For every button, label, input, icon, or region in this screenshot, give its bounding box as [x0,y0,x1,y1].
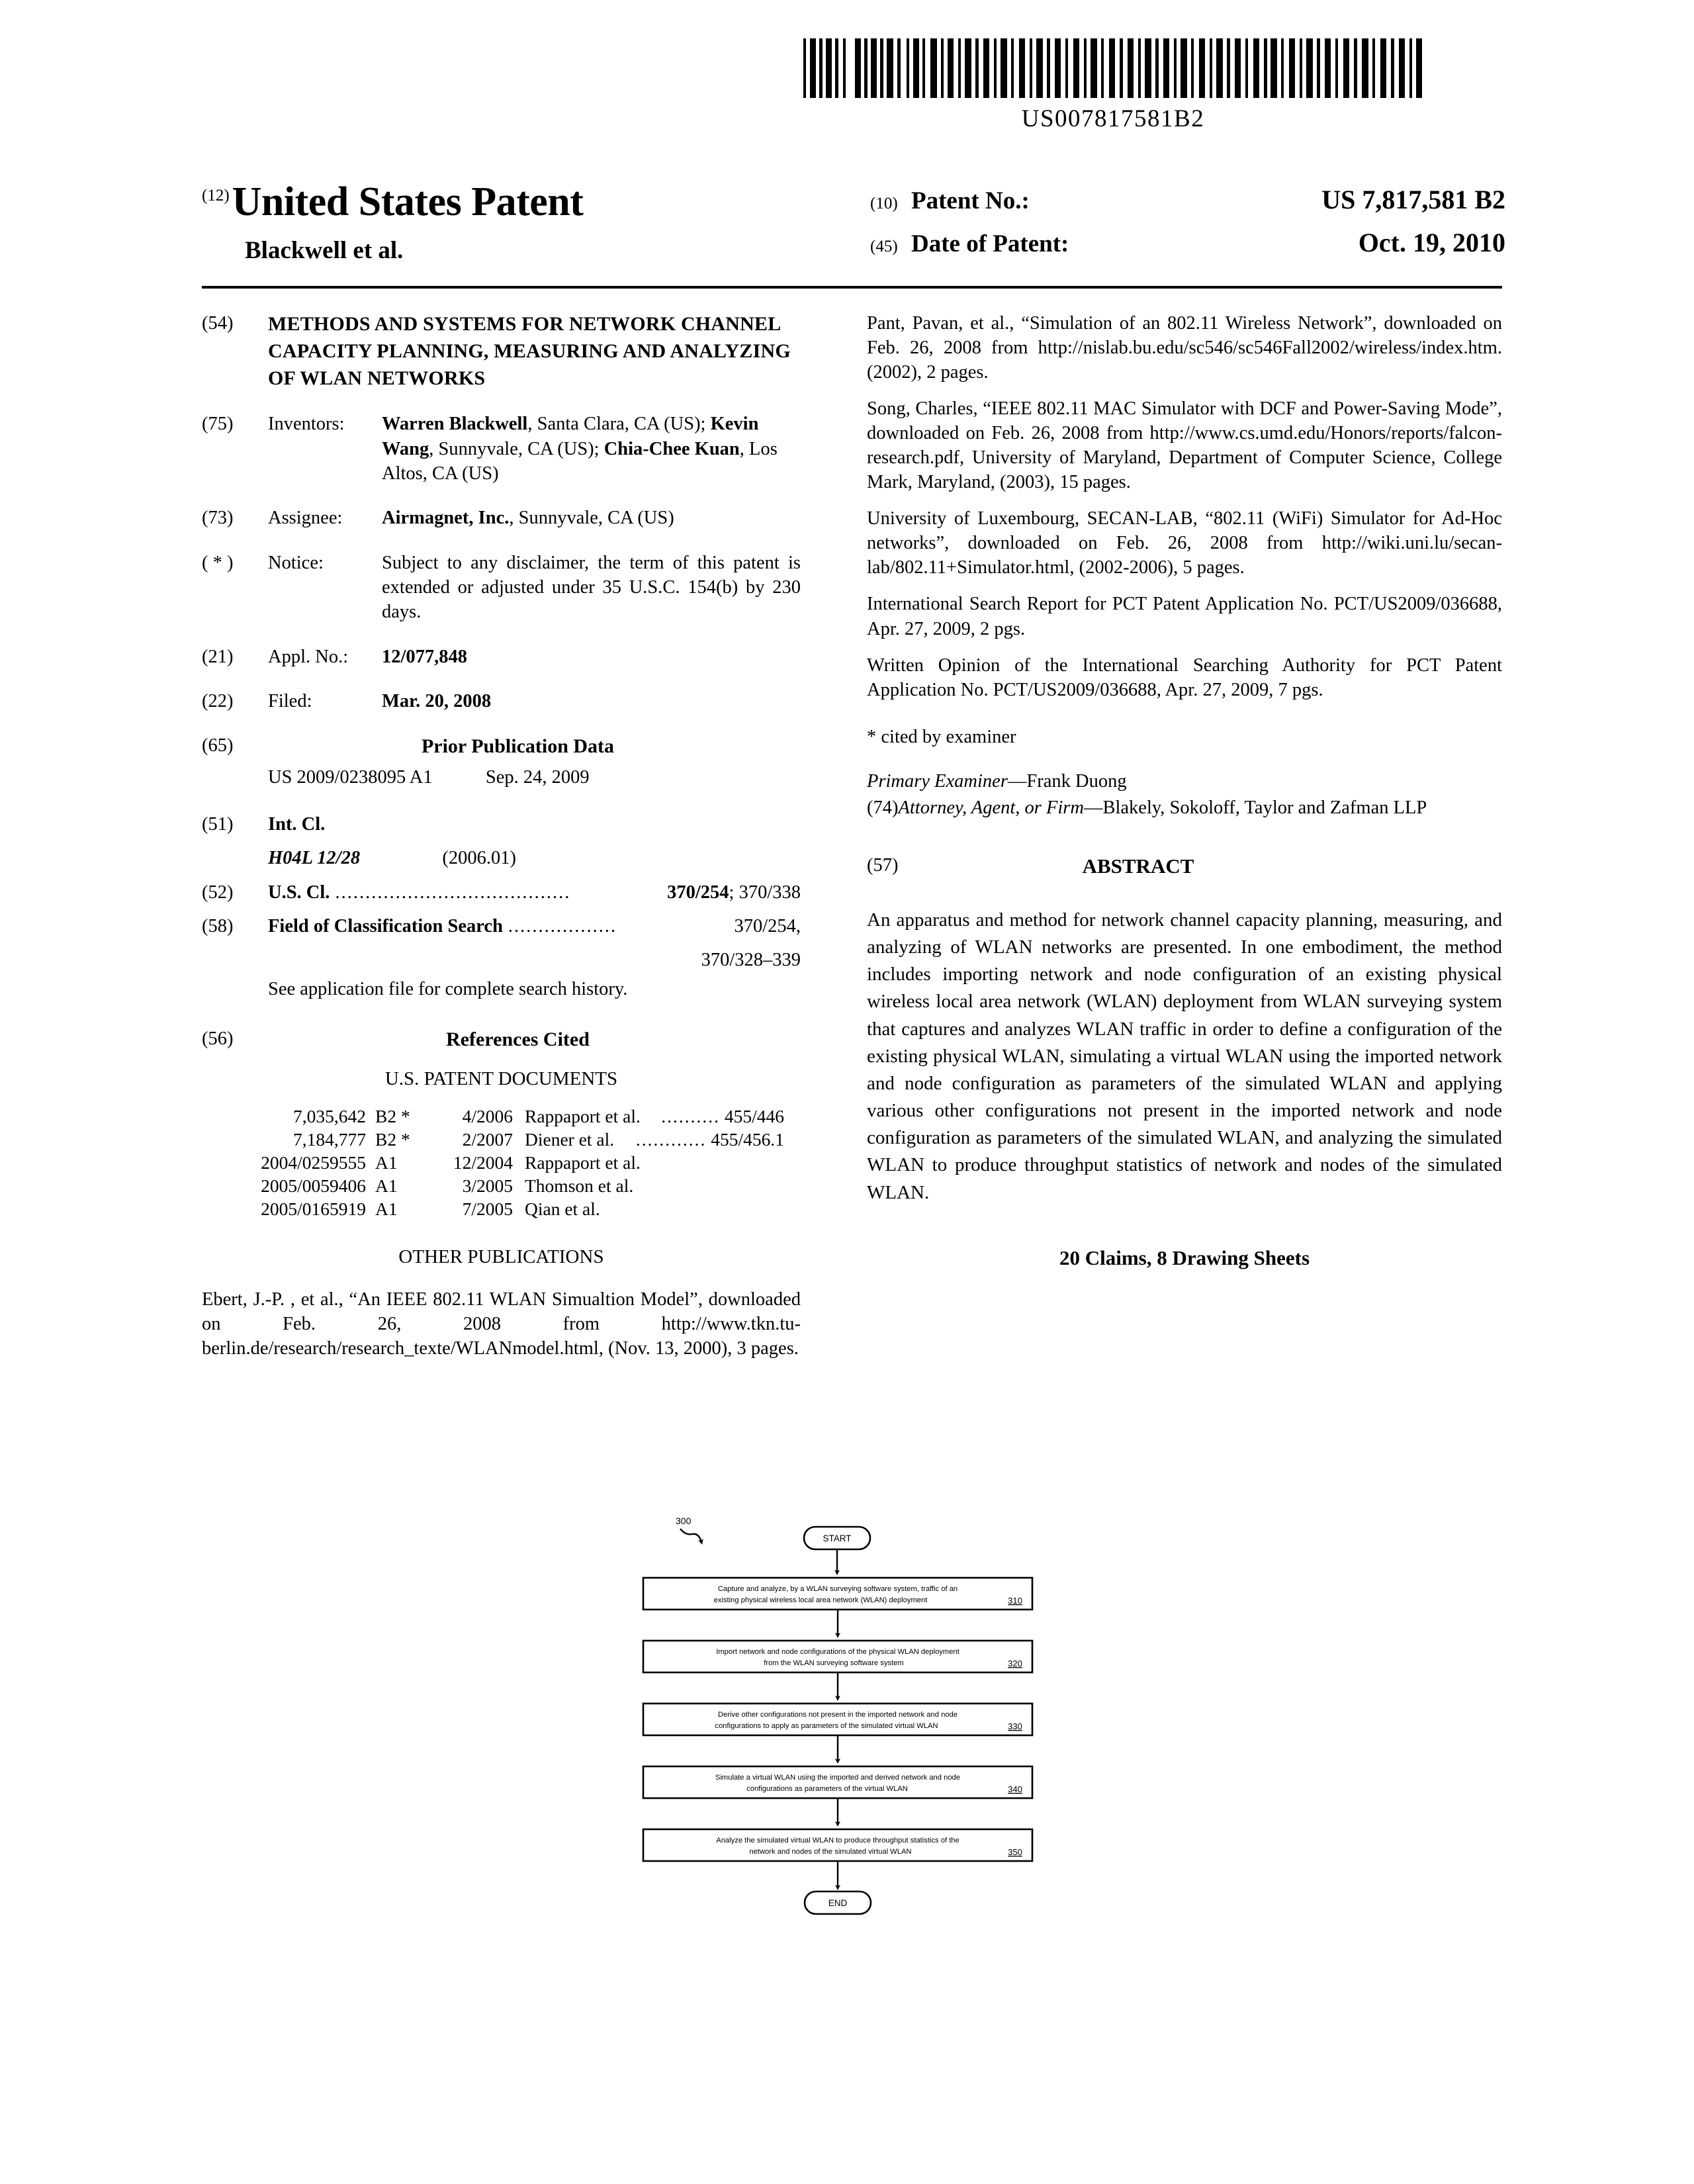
assignee-value: Airmagnet, Inc., Sunnyvale, CA (US) [382,508,674,529]
barcode-block [802,38,1424,133]
flowchart-figure [596,1489,1072,2158]
title-entry [202,311,801,392]
doc-kind-code: (12) [202,187,230,205]
us-cl-entry: (52) U.S. Cl. ....................................... 370/254 ; 370/338 [202,880,801,905]
publication-entry: Ebert, J.-P. , et al., “An IEEE 802.11 WLAN Simualtion Model”, downloaded on Feb. 26, 2008 from http://www.tkn.tu-berlin.de/research/research_texte/WLANmodel.html, (Nov. 13, 2000), 3 pages. [202,1289,801,1359]
step-350-ref: 350 [1008,1847,1022,1857]
int-cl-class-row [202,846,801,870]
field-search-note: See application file for complete search history. [268,978,628,999]
inventor-short-name: Blackwell et al. [245,237,404,264]
patent-number-row [870,184,1505,215]
patent-header [202,179,1505,278]
ref-dots: .......... [661,1106,720,1127]
prior-pub-date: Sep. 24, 2009 [485,766,590,788]
ref-class: 455/456.1 [711,1129,784,1150]
notice-code: ( * ) [202,552,234,573]
attorney-code: (74) [867,797,899,818]
references-cited-heading: References Cited [446,1028,590,1050]
claims-and-sheets-line: 20 Claims, 8 Drawing Sheets [1059,1246,1310,1269]
attorney-name: —Blakely, Sokoloff, Taylor and Zafman LLP [1083,797,1427,818]
invention-title: METHODS AND SYSTEMS FOR NETWORK CHANNEL CAPACITY PLANNING, MEASURING AND ANALYZING OF WLAN NETWORKS [268,313,791,389]
table-row [202,1152,784,1175]
notice-label: Notice: [268,552,324,573]
notice-entry [202,551,801,625]
ref-number: 2004/0259555 [261,1152,366,1173]
step-330-line2: configurations to apply as parameters of the simulated virtual WLAN [715,1722,938,1730]
ref-kind: A1 [375,1198,398,1219]
ref-number: 2005/0165919 [261,1198,366,1219]
us-patent-documents-table [202,1105,784,1221]
publication-entry: Pant, Pavan, et al., “Simulation of an 802.11 Wireless Network”, downloaded on Feb. 26, 2008 from http://nislab.bu.edu/sc546/sc546Fall2002/wireless/index.htm. (2002), 2 pages. [867,313,1502,383]
step-340-line1: Simulate a virtual WLAN using the imported and derived network and node [715,1774,961,1782]
ref-assignee: Rappaport et al. [525,1106,641,1127]
other-publications-heading: OTHER PUBLICATIONS [398,1246,604,1267]
ref-dots: ............ [635,1129,707,1150]
field-search-value-2: 370/328–339 [701,950,801,971]
publication-entry: Song, Charles, “IEEE 802.11 MAC Simulator with DCF and Power-Saving Mode”, downloaded on Feb. 26, 2008 from http://www.cs.umd.edu/Honors/reports/falcon-research.pdf, University of Maryland, Department of Computer Science, College Mark, Maryland, (2003), 15 pages. [867,398,1502,493]
step-320-line2: from the WLAN surveying software system [764,1659,904,1667]
field-search-value-1: 370/254, [734,915,801,936]
prior-pub-entry [202,733,801,759]
patent-office-title-row [202,179,771,226]
barcode-image [802,38,1424,98]
ref-kind: A1 [375,1175,398,1196]
step-350-line2: network and nodes of the simulated virtual WLAN [749,1848,912,1856]
left-column [202,311,801,1361]
step-350-line1: Analyze the simulated virtual WLAN to produce throughput statistics of the [716,1837,959,1844]
references-cited-code: (56) [202,1028,234,1049]
step-330-line1: Derive other configurations not present in the imported network and node [718,1711,958,1719]
step-310-line1: Capture and analyze, by a WLAN surveying software system, traffic of an [717,1585,958,1593]
patent-no-value: US 7,817,581 B2 [1321,185,1505,214]
publication-entry: International Search Report for PCT Patent Application No. PCT/US2009/036688, Apr. 27, 2009, 2 pgs. [867,594,1502,639]
patent-date-row [870,227,1505,258]
figure-ref-label: 300 [676,1516,691,1526]
ref-kind: A1 [375,1152,398,1173]
date-of-patent-code: (45) [870,238,898,255]
header-divider [202,286,1502,289]
primary-examiner-label: Primary Examiner [867,770,1008,792]
int-cl-label: Int. Cl. [268,813,326,835]
field-search-code: (58) [202,915,234,936]
ref-assignee: Thomson et al. [525,1175,634,1196]
end-node-label: END [828,1898,848,1908]
us-cl-value-primary: 370/254 [667,882,729,903]
ref-kind: B2 * [375,1106,410,1127]
step-box-330 [643,1704,1032,1735]
ref-date: 4/2006 [462,1106,513,1127]
table-row [202,1198,784,1221]
table-row [202,1175,784,1198]
ref-assignee: Rappaport et al. [525,1152,641,1173]
prior-pub-code: (65) [202,735,234,756]
patent-no-label: Patent No.: [911,187,1030,214]
prior-pub-number: US 2009/0238095 A1 [268,766,433,788]
step-320-ref: 320 [1008,1659,1022,1668]
step-box-310 [643,1578,1032,1610]
page-title: United States Patent [232,179,584,224]
table-row [202,1128,784,1152]
appl-no-label: Appl. No.: [268,646,349,667]
inventors-label: Inventors: [268,414,345,435]
date-of-patent-value: Oct. 19, 2010 [1358,228,1505,257]
int-cl-code: (51) [202,813,234,835]
ref-number: 2005/0059406 [261,1175,366,1196]
step-box-320 [643,1641,1032,1672]
filed-code: (22) [202,691,234,712]
abstract-header [867,853,1502,880]
header-left [202,179,771,265]
abstract-heading: ABSTRACT [1082,854,1194,878]
us-cl-label: U.S. Cl. [268,882,330,903]
step-310-line2: existing physical wireless local area network (WLAN) deployment [713,1596,928,1604]
ref-date: 2/2007 [462,1129,513,1150]
appl-no-entry [202,645,801,669]
assignee-label: Assignee: [268,508,343,529]
us-cl-code: (52) [202,882,234,903]
ref-kind: B2 * [375,1129,410,1150]
step-310-ref: 310 [1008,1596,1022,1606]
header-right [870,184,1505,270]
attorney-line [867,796,1502,821]
inventors-code: (75) [202,414,234,435]
field-search-label: Field of Classification Search [268,915,503,936]
abstract-code: (57) [867,855,899,876]
patent-no-code: (10) [870,195,898,212]
ref-date: 7/2005 [462,1198,513,1219]
ref-assignee: Qian et al. [525,1198,600,1219]
ref-class: 455/446 [724,1106,784,1127]
appl-no-code: (21) [202,646,234,667]
abstract-text: An apparatus and method for network channel capacity planning, measuring, and analyzing of WLAN networks are presented. In one embodiment, the method includes importing network and node configuration of an existing physical wireless local area network (WLAN) deployment from WLAN surveying system that captures and analyzes WLAN traffic in order to define a configuration of the existing physical WLAN, simulating a virtual WLAN using the imported network and node configuration as parameters of the simulated WLAN and applying various other configurations not present in the imported network and node configuration as parameters of the simulated WLAN, and analyzing the simulated WLAN to produce throughput statistics of network and nodes of the simulated WLAN. [867,909,1502,1203]
figure-ref-arrow [680,1529,701,1542]
field-search-entry: (58) Field of Classification Search .................. 370/254, [202,914,801,938]
filed-label: Filed: [268,691,312,712]
references-cited-entry [202,1026,801,1052]
assignee-code: (73) [202,508,234,529]
step-330-ref: 330 [1008,1721,1022,1731]
int-cl-entry [202,812,801,837]
ref-assignee: Diener et al. [525,1129,615,1150]
step-box-340 [643,1766,1032,1798]
flowchart-svg [596,1489,1072,2158]
step-320-line1: Import network and node configurations of the physical WLAN deployment [716,1648,959,1656]
ref-number: 7,184,777 [293,1129,366,1150]
inventors-value: Warren Blackwell, Santa Clara, CA (US); Kevin Wang, Sunnyvale, CA (US); Chia-Chee Kuan, Los Altos, CA (US) [382,414,778,484]
int-cl-version: (2006.01) [442,848,516,869]
start-node-label: START [823,1533,852,1543]
appl-no-value: 12/077,848 [382,646,468,667]
filed-value: Mar. 20, 2008 [382,691,492,712]
filed-entry [202,689,801,713]
publication-entry: Written Opinion of the International Searching Authority for PCT Patent Application No. PCT/US2009/036688, Apr. 27, 2009, 7 pgs. [867,655,1502,700]
inventors-entry [202,412,801,486]
prior-pub-values [268,765,801,790]
ref-date: 3/2005 [462,1175,513,1196]
int-cl-class: H04L 12/28 [268,848,361,869]
assignee-entry [202,506,801,530]
date-of-patent-label: Date of Patent: [911,230,1069,257]
table-row [202,1105,784,1128]
prior-pub-heading: Prior Publication Data [421,735,615,758]
step-340-line2: configurations as parameters of the virtual WLAN [746,1785,908,1793]
attorney-label: Attorney, Agent, or Firm [898,797,1084,818]
barcode-number: US007817581B2 [1021,105,1205,132]
ref-date: 12/2004 [453,1152,513,1173]
us-cl-value-secondary: ; 370/338 [729,882,801,903]
primary-examiner-name: —Frank Duong [1007,770,1127,792]
right-column [867,311,1502,1271]
ref-number: 7,035,642 [293,1106,366,1127]
step-box-350 [643,1829,1032,1861]
title-code: (54) [202,313,234,334]
notice-text: Subject to any disclaimer, the term of this patent is extended or adjusted under 35 U.S.C. 154(b) by 230 days. [382,552,801,623]
publication-entry: University of Luxembourg, SECAN-LAB, “802.11 (WiFi) Simulator for Ad-Hoc networks”, downloaded on Feb. 26, 2008 from http://wiki.uni.lu/secan-lab/802.11+Simulator.html, (2002-2006), 5 pages. [867,508,1502,578]
step-340-ref: 340 [1008,1784,1022,1794]
primary-examiner-line [867,769,1502,794]
us-patent-documents-heading: U.S. PATENT DOCUMENTS [384,1068,618,1090]
cited-by-examiner-note: * cited by examiner [867,726,1016,747]
